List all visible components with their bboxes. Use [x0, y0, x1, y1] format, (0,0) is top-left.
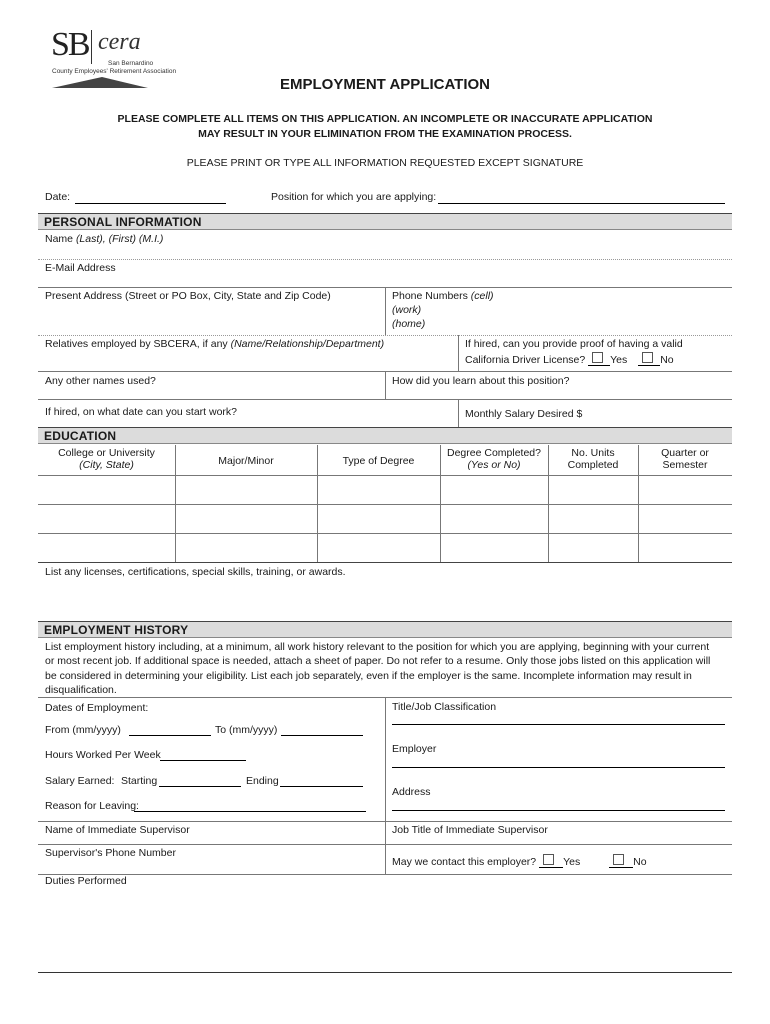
address-label: Address	[392, 786, 431, 798]
contact-label: May we contact this employer?	[392, 856, 537, 868]
contact-no-checkbox[interactable]	[613, 854, 624, 865]
license-question-2: California Driver License?	[465, 354, 586, 366]
phone-home-label: (home)	[392, 318, 426, 330]
license-question	[465, 352, 674, 366]
ending-label: Ending	[246, 775, 279, 787]
position-field[interactable]	[438, 203, 725, 204]
to-field[interactable]	[281, 735, 363, 736]
ending-field[interactable]	[280, 786, 363, 787]
address-field-emp[interactable]	[392, 810, 725, 811]
contact-no-label: No	[633, 856, 647, 868]
supervisor-field[interactable]: Name of Immediate Supervisor	[45, 824, 190, 836]
employment-para-2: or most recent job. If additional space is needed, attach a sheet of paper. Do not refer to a resume. Only those jobs listed on this application will	[45, 655, 711, 667]
dates-employment-label: Dates of Employment:	[45, 702, 149, 714]
phone-field[interactable]: Phone Numbers (cell)	[392, 290, 494, 302]
address-field[interactable]: Present Address (Street or PO Box, City, State and Zip Code)	[45, 290, 331, 302]
license-no-label: No	[660, 354, 674, 366]
duties-field[interactable]: Duties Performed	[45, 875, 127, 887]
position-label: Position for which you are applying:	[271, 191, 437, 203]
license-no-checkbox[interactable]	[642, 352, 653, 363]
logo-sub-2: County Employees' Retirement Association	[52, 68, 177, 75]
licenses-field[interactable]: List any licenses, certifications, special skills, training, or awards.	[45, 566, 346, 578]
start-date-field[interactable]: If hired, on what date can you start work?	[45, 406, 238, 418]
starting-field[interactable]	[159, 786, 241, 787]
employment-para-1: List employment history including, at a minimum, all work history relevant to the position for which you are applying, beginning with your current	[45, 641, 710, 653]
starting-label: Starting	[121, 775, 158, 787]
logo-divider	[91, 30, 92, 64]
reason-label: Reason for Leaving:	[45, 800, 139, 812]
col-units: No. Units Completed	[567, 447, 619, 471]
employer-field[interactable]	[392, 767, 725, 768]
salary-desired-field[interactable]: Monthly Salary Desired $	[465, 408, 583, 420]
instruction-line-1: PLEASE COMPLETE ALL ITEMS ON THIS APPLICATION. AN INCOMPLETE OR INACCURATE APPLICATION	[117, 113, 653, 125]
education-row-1[interactable]	[38, 476, 732, 504]
license-no-blank[interactable]	[638, 352, 660, 366]
relatives-field[interactable]: Relatives employed by SBCERA, if any (Name/Relationship/Department)	[45, 338, 385, 350]
phone-work-label: (work)	[392, 304, 422, 316]
supervisor-title-field[interactable]: Job Title of Immediate Supervisor	[392, 824, 548, 836]
to-label: To (mm/yyyy)	[215, 724, 278, 736]
salary-earned-label: Salary Earned:	[45, 775, 115, 787]
education-row-2[interactable]	[38, 505, 732, 533]
name-field[interactable]: Name (Last), (First) (M.I.)	[45, 233, 164, 245]
license-yes-blank[interactable]	[588, 352, 610, 366]
col-degree-completed: Degree Completed? (Yes or No)	[447, 447, 541, 471]
hours-label: Hours Worked Per Week	[45, 749, 161, 761]
date-label: Date:	[45, 191, 71, 203]
education-heading: EDUCATION	[38, 427, 732, 444]
education-row-3[interactable]	[38, 534, 732, 562]
col-major: Major/Minor	[218, 455, 274, 467]
email-field[interactable]: E-Mail Address	[45, 262, 116, 274]
license-yes-label: Yes	[610, 354, 628, 366]
col-quarter: Quarter or Semester	[661, 447, 709, 471]
personal-info-heading: PERSONAL INFORMATION	[38, 213, 732, 230]
job-title-label: Title/Job Classification	[392, 701, 497, 713]
instruction-line-3: PLEASE PRINT OR TYPE ALL INFORMATION REQUESTED EXCEPT SIGNATURE	[186, 157, 584, 169]
license-yes-checkbox[interactable]	[592, 352, 603, 363]
license-question-1: If hired, can you provide proof of having a valid	[465, 338, 683, 350]
learn-field[interactable]: How did you learn about this position?	[392, 375, 570, 387]
logo-sub-1: San Bernardino	[108, 60, 154, 67]
employment-para-4: disqualification.	[45, 684, 117, 696]
from-label: From (mm/yyyy)	[45, 724, 121, 736]
contact-question	[392, 854, 647, 868]
employment-heading: EMPLOYMENT HISTORY	[38, 621, 732, 638]
contact-yes-blank[interactable]	[539, 854, 563, 868]
hours-field[interactable]	[160, 760, 246, 761]
logo-mark: SB	[51, 26, 89, 63]
logo-mark-2: cera	[98, 29, 141, 55]
contact-no-blank[interactable]	[609, 854, 633, 868]
employer-label: Employer	[392, 743, 437, 755]
reason-field[interactable]	[134, 811, 366, 812]
other-names-field[interactable]: Any other names used?	[45, 375, 156, 387]
from-field[interactable]	[129, 735, 211, 736]
employment-para-3: be considered in determining your eligibility. List each job separately, even if the employer is the same. Incomplete information may result in	[45, 670, 692, 682]
col-college: College or University (City, State)	[58, 447, 155, 471]
date-field[interactable]	[75, 203, 226, 204]
job-title-field[interactable]	[392, 724, 725, 725]
page-title: EMPLOYMENT APPLICATION	[280, 76, 490, 93]
instruction-line-2: MAY RESULT IN YOUR ELIMINATION FROM THE EXAMINATION PROCESS.	[198, 128, 572, 140]
contact-yes-checkbox[interactable]	[543, 854, 554, 865]
col-degree-type: Type of Degree	[342, 455, 415, 467]
supervisor-phone-field[interactable]: Supervisor's Phone Number	[45, 847, 176, 859]
contact-yes-label: Yes	[563, 856, 581, 868]
